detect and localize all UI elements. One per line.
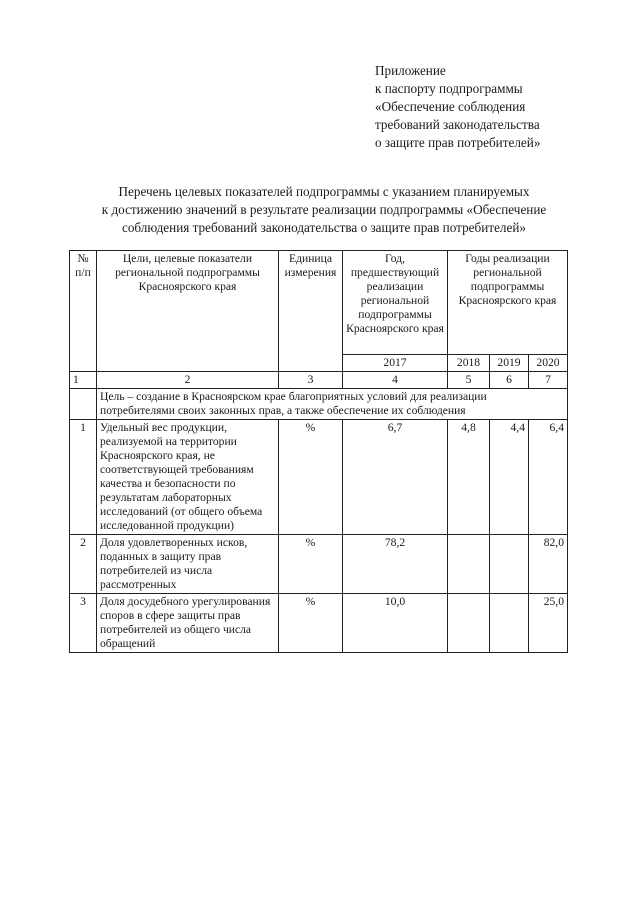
header-years-group: Годы реализации региональной подпрограммы Красноярского края	[448, 251, 568, 355]
row-value-2018	[448, 594, 490, 653]
appendix-line: о защите прав потребителей»	[375, 135, 541, 150]
row-value-2020: 25,0	[529, 594, 568, 653]
header-goals: Цели, целевые показатели региональной подпрограммы Красноярского края	[97, 251, 279, 372]
row-indicator: Доля досудебного урегулирования споров в сфере защиты прав потребителей из общего числа обращений	[97, 594, 279, 653]
col-number: 2	[97, 372, 279, 389]
appendix-line: Приложение	[375, 63, 446, 78]
appendix-line: требований законодательства	[375, 117, 540, 132]
row-value-2018: 4,8	[448, 420, 490, 535]
row-value-2019	[490, 535, 529, 594]
header-num: № п/п	[70, 251, 97, 372]
row-value-2020: 6,4	[529, 420, 568, 535]
table-row	[70, 594, 568, 653]
row-value-2020: 82,0	[529, 535, 568, 594]
row-unit: %	[279, 420, 343, 535]
row-value-2018	[448, 535, 490, 594]
row-num: 2	[70, 535, 97, 594]
document-title	[60, 183, 588, 237]
indicators-table	[69, 250, 568, 653]
goal-text: Цель – создание в Красноярском крае благоприятных условий для реализации потребителями своих законных прав, а также обеспечение их соблюдения	[97, 389, 568, 420]
header-year-2018: 2018	[448, 355, 490, 372]
col-number: 1	[70, 372, 97, 389]
row-value-2019: 4,4	[490, 420, 529, 535]
row-unit: %	[279, 535, 343, 594]
title-line: соблюдения требований законодательства о защите прав потребителей»	[121, 220, 527, 235]
row-value-2017: 6,7	[343, 420, 448, 535]
header-year-2020: 2020	[529, 355, 568, 372]
col-number: 4	[343, 372, 448, 389]
appendix-line: к паспорту подпрограммы	[375, 81, 523, 96]
row-num: 1	[70, 420, 97, 535]
row-value-2019	[490, 594, 529, 653]
title-line: к достижению значений в результате реализации подпрограммы «Обеспечение	[101, 202, 547, 217]
header-year-2019: 2019	[490, 355, 529, 372]
header-unit: Единица измерения	[279, 251, 343, 372]
row-indicator: Удельный вес продукции, реализуемой на территории Красноярского края, не соответствующей требованиям качества и безопасности по результатам лабораторных исследований (от общего объема исследованной продукции)	[97, 420, 279, 535]
row-num: 3	[70, 594, 97, 653]
appendix-line: «Обеспечение соблюдения	[375, 99, 526, 114]
header-year-2017: 2017	[343, 355, 448, 372]
table-row	[70, 535, 568, 594]
row-value-2017: 78,2	[343, 535, 448, 594]
title-line: Перечень целевых показателей подпрограммы с указанием планируемых	[118, 184, 530, 199]
column-numbers-row	[70, 372, 568, 389]
goal-row	[70, 389, 568, 420]
row-value-2017: 10,0	[343, 594, 448, 653]
goal-empty-cell	[70, 389, 97, 420]
row-indicator: Доля удовлетворенных исков, поданных в защиту прав потребителей из числа рассмотренных	[97, 535, 279, 594]
row-unit: %	[279, 594, 343, 653]
col-number: 5	[448, 372, 490, 389]
appendix-note	[375, 62, 540, 152]
table-row	[70, 420, 568, 535]
header-prev-year: Год, предшествующий реализации региональной подпрограммы Красноярского края	[343, 251, 448, 355]
col-number: 6	[490, 372, 529, 389]
col-number: 3	[279, 372, 343, 389]
header-row	[70, 251, 568, 355]
col-number: 7	[529, 372, 568, 389]
